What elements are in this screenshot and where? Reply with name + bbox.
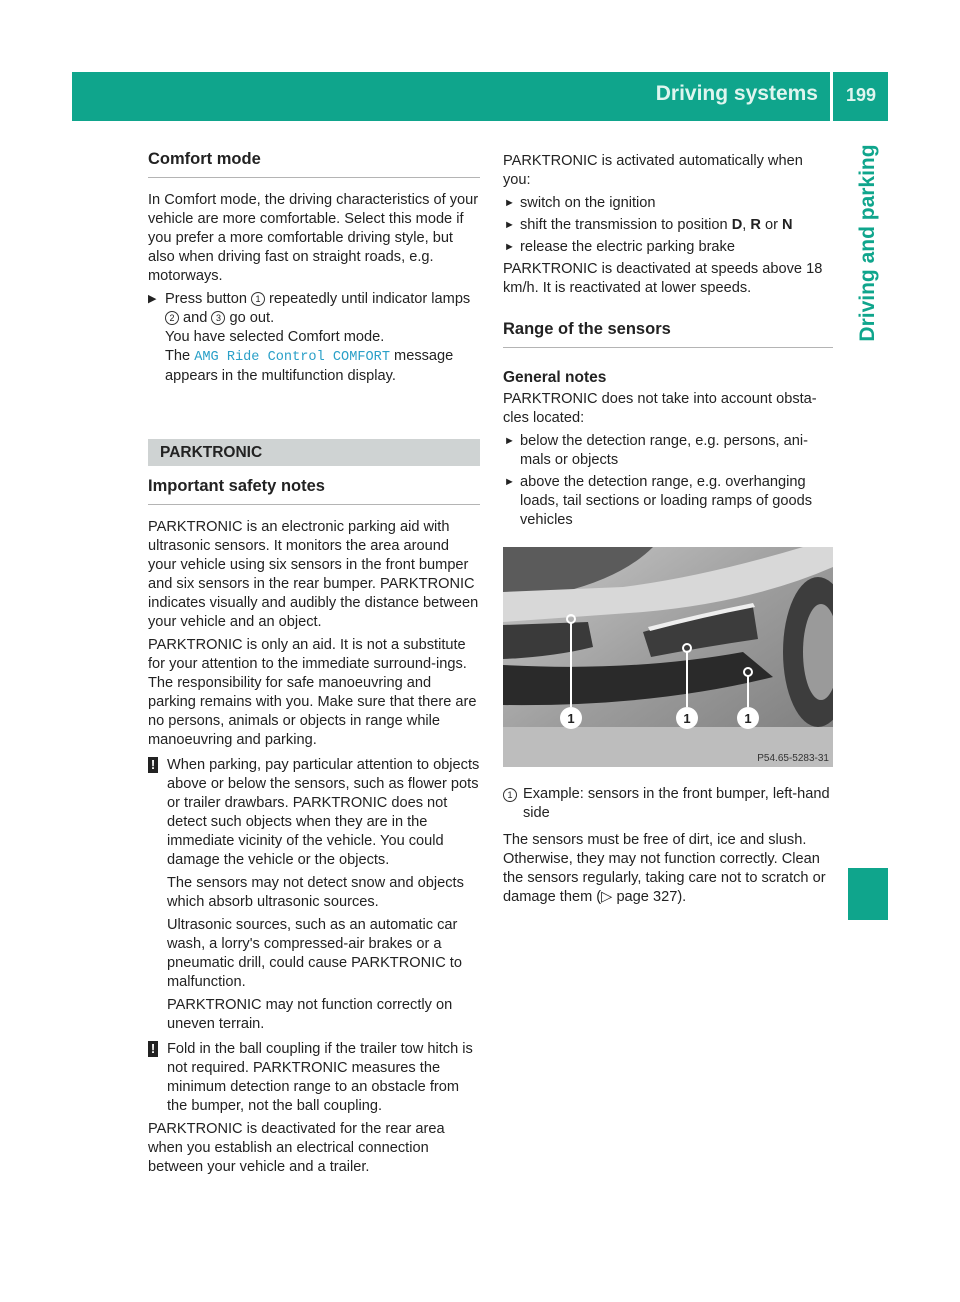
warning-icon: ! (148, 757, 158, 773)
list-item-text: release the electric parking brake (520, 239, 735, 255)
page-ref-arrow-icon: ▷ (601, 889, 613, 905)
note-paragraph: The sensors may not detect snow and objects which absorb ultrasonic sources. (167, 875, 464, 910)
message-text: The (165, 348, 195, 364)
page-number: 199 (845, 85, 877, 105)
parktronic-p3: PARKTRONIC is deactivated for the rear area when you establish an electrical connection between your vehicle and a trailer. (148, 1121, 445, 1175)
general-notes-heading: General notes (503, 369, 607, 386)
list-item-text: above the detection range, e.g. overhanging loads, tail sections or loading ramps of goods vehicles (520, 474, 813, 528)
maintenance-text-part: page 327). (612, 889, 687, 905)
list-item-text: , (742, 217, 751, 233)
note-paragraph: Ultrasonic sources, such as an automatic car wash, a lorry's compressed-air brakes or a pneumatic drill, could cause PARKTRONIC to malfunction. (167, 917, 462, 990)
maintenance-text (503, 831, 833, 907)
parktronic-p1: PARKTRONIC is an electronic parking aid with ultrasonic sensors. It monitors the area around your vehicle using six sensors in the front bumper and six sensors in the rear bumper. PARKTRONIC indicates visually and audibly the distance between your vehicle and an object. (148, 519, 479, 630)
list-item (503, 238, 833, 257)
callout-1-icon: 1 (251, 292, 265, 306)
list-item-text: switch on the ignition (520, 195, 656, 211)
warning-note (148, 756, 480, 1034)
step-arrow-icon: ▶ (148, 293, 157, 305)
left-column (148, 150, 480, 1181)
list-item (503, 216, 833, 235)
warning-note (148, 1040, 480, 1116)
section-title: Driving systems (655, 82, 818, 105)
note-paragraph: When parking, pay particular attention to objects above or below the sensors, such as flower pots or trailer drawbars. PARKTRONIC does not detect such objects when they are in the immediate vicinity of the vehicle. You could damage the vehicle or the objects. (167, 757, 480, 868)
range-heading: Range of the sensors (503, 320, 833, 348)
comfort-step (148, 290, 480, 328)
step-text: go out. (225, 310, 275, 326)
comfort-mode-heading: Comfort mode (148, 150, 480, 178)
maintenance-text-part: The sensors must be free of dirt, ice and slush. Otherwise, they may not function correctly. Clean the sensors regularly, taking care not to scratch or damage them ( (503, 832, 826, 905)
parktronic-band: PARKTRONIC (148, 439, 480, 466)
bullet-icon: ► (504, 219, 515, 231)
step-text: and (179, 310, 212, 326)
gear-position-n: N (782, 217, 793, 233)
bumper-sensors-figure (503, 547, 833, 767)
callout-label: 1 (744, 711, 752, 726)
bullet-icon: ► (504, 241, 515, 253)
list-item (503, 432, 833, 470)
comfort-message (148, 347, 480, 386)
message-text: message appears in the multifunction display. (165, 348, 454, 384)
display-message: AMG Ride Control COMFORT (194, 350, 390, 365)
list-item (503, 473, 833, 530)
comfort-intro: In Comfort mode, the driving characteristics of your vehicle are more comfortable. Select this mode if you prefer a more comfortable driving style, but also when driving fast on straight roads, e.g. motorways. (148, 192, 479, 284)
bullet-icon: ► (504, 476, 515, 488)
comfort-result: You have selected Comfort mode. (165, 329, 385, 345)
bullet-icon: ► (504, 435, 515, 447)
side-tab-marker (848, 868, 888, 920)
range-list (503, 432, 833, 530)
list-item-text: below the detection range, e.g. persons, ani-mals or objects (520, 433, 809, 468)
side-tab-label: Driving and parking (856, 144, 879, 342)
gear-position-d: D (731, 217, 743, 233)
gear-position-r: R (750, 217, 761, 233)
header-divider (830, 72, 833, 121)
list-item-text: or (760, 217, 783, 233)
safety-notes-heading: Important safety notes (148, 477, 480, 505)
callout-1-icon: 1 (503, 788, 517, 802)
figure-code: P54.65-5283-31 (757, 753, 829, 764)
side-tab (848, 130, 888, 356)
callout-label: 1 (683, 711, 691, 726)
activation-list (503, 194, 833, 257)
activation-intro: PARKTRONIC is activated automatically when you: (503, 153, 803, 188)
note-paragraph: PARKTRONIC may not function correctly on uneven terrain. (167, 997, 453, 1032)
step-text: repeatedly until indicator lamps (265, 291, 471, 307)
callout-label: 1 (567, 711, 575, 726)
warning-icon: ! (148, 1041, 158, 1057)
right-column (503, 152, 833, 911)
list-item (503, 194, 833, 213)
figure-caption (503, 785, 833, 823)
callout-3-icon: 3 (211, 311, 225, 325)
list-item-text: shift the transmission to position (520, 217, 732, 233)
parktronic-p2: PARKTRONIC is only an aid. It is not a substitute for your attention to the immediate surround-ings. The responsibility for safe manoeuvring and parking remains with you. Make sure that there are no persons, animals or objects in range while manoeuvring and parking. (148, 637, 477, 748)
step-text: Press button (165, 291, 251, 307)
deactivation-text: PARKTRONIC is deactivated at speeds above 18 km/h. It is reactivated at lower speeds. (503, 261, 823, 296)
bullet-icon: ► (504, 197, 515, 209)
caption-text: Example: sensors in the front bumper, left-hand side (523, 786, 830, 821)
note-paragraph: Fold in the ball coupling if the trailer tow hitch is not required. PARKTRONIC measures the minimum detection range to an obstacle from the bumper, not the ball coupling. (167, 1041, 473, 1114)
callout-2-icon: 2 (165, 311, 179, 325)
range-intro: PARKTRONIC does not take into account obsta-cles located: (503, 391, 817, 426)
